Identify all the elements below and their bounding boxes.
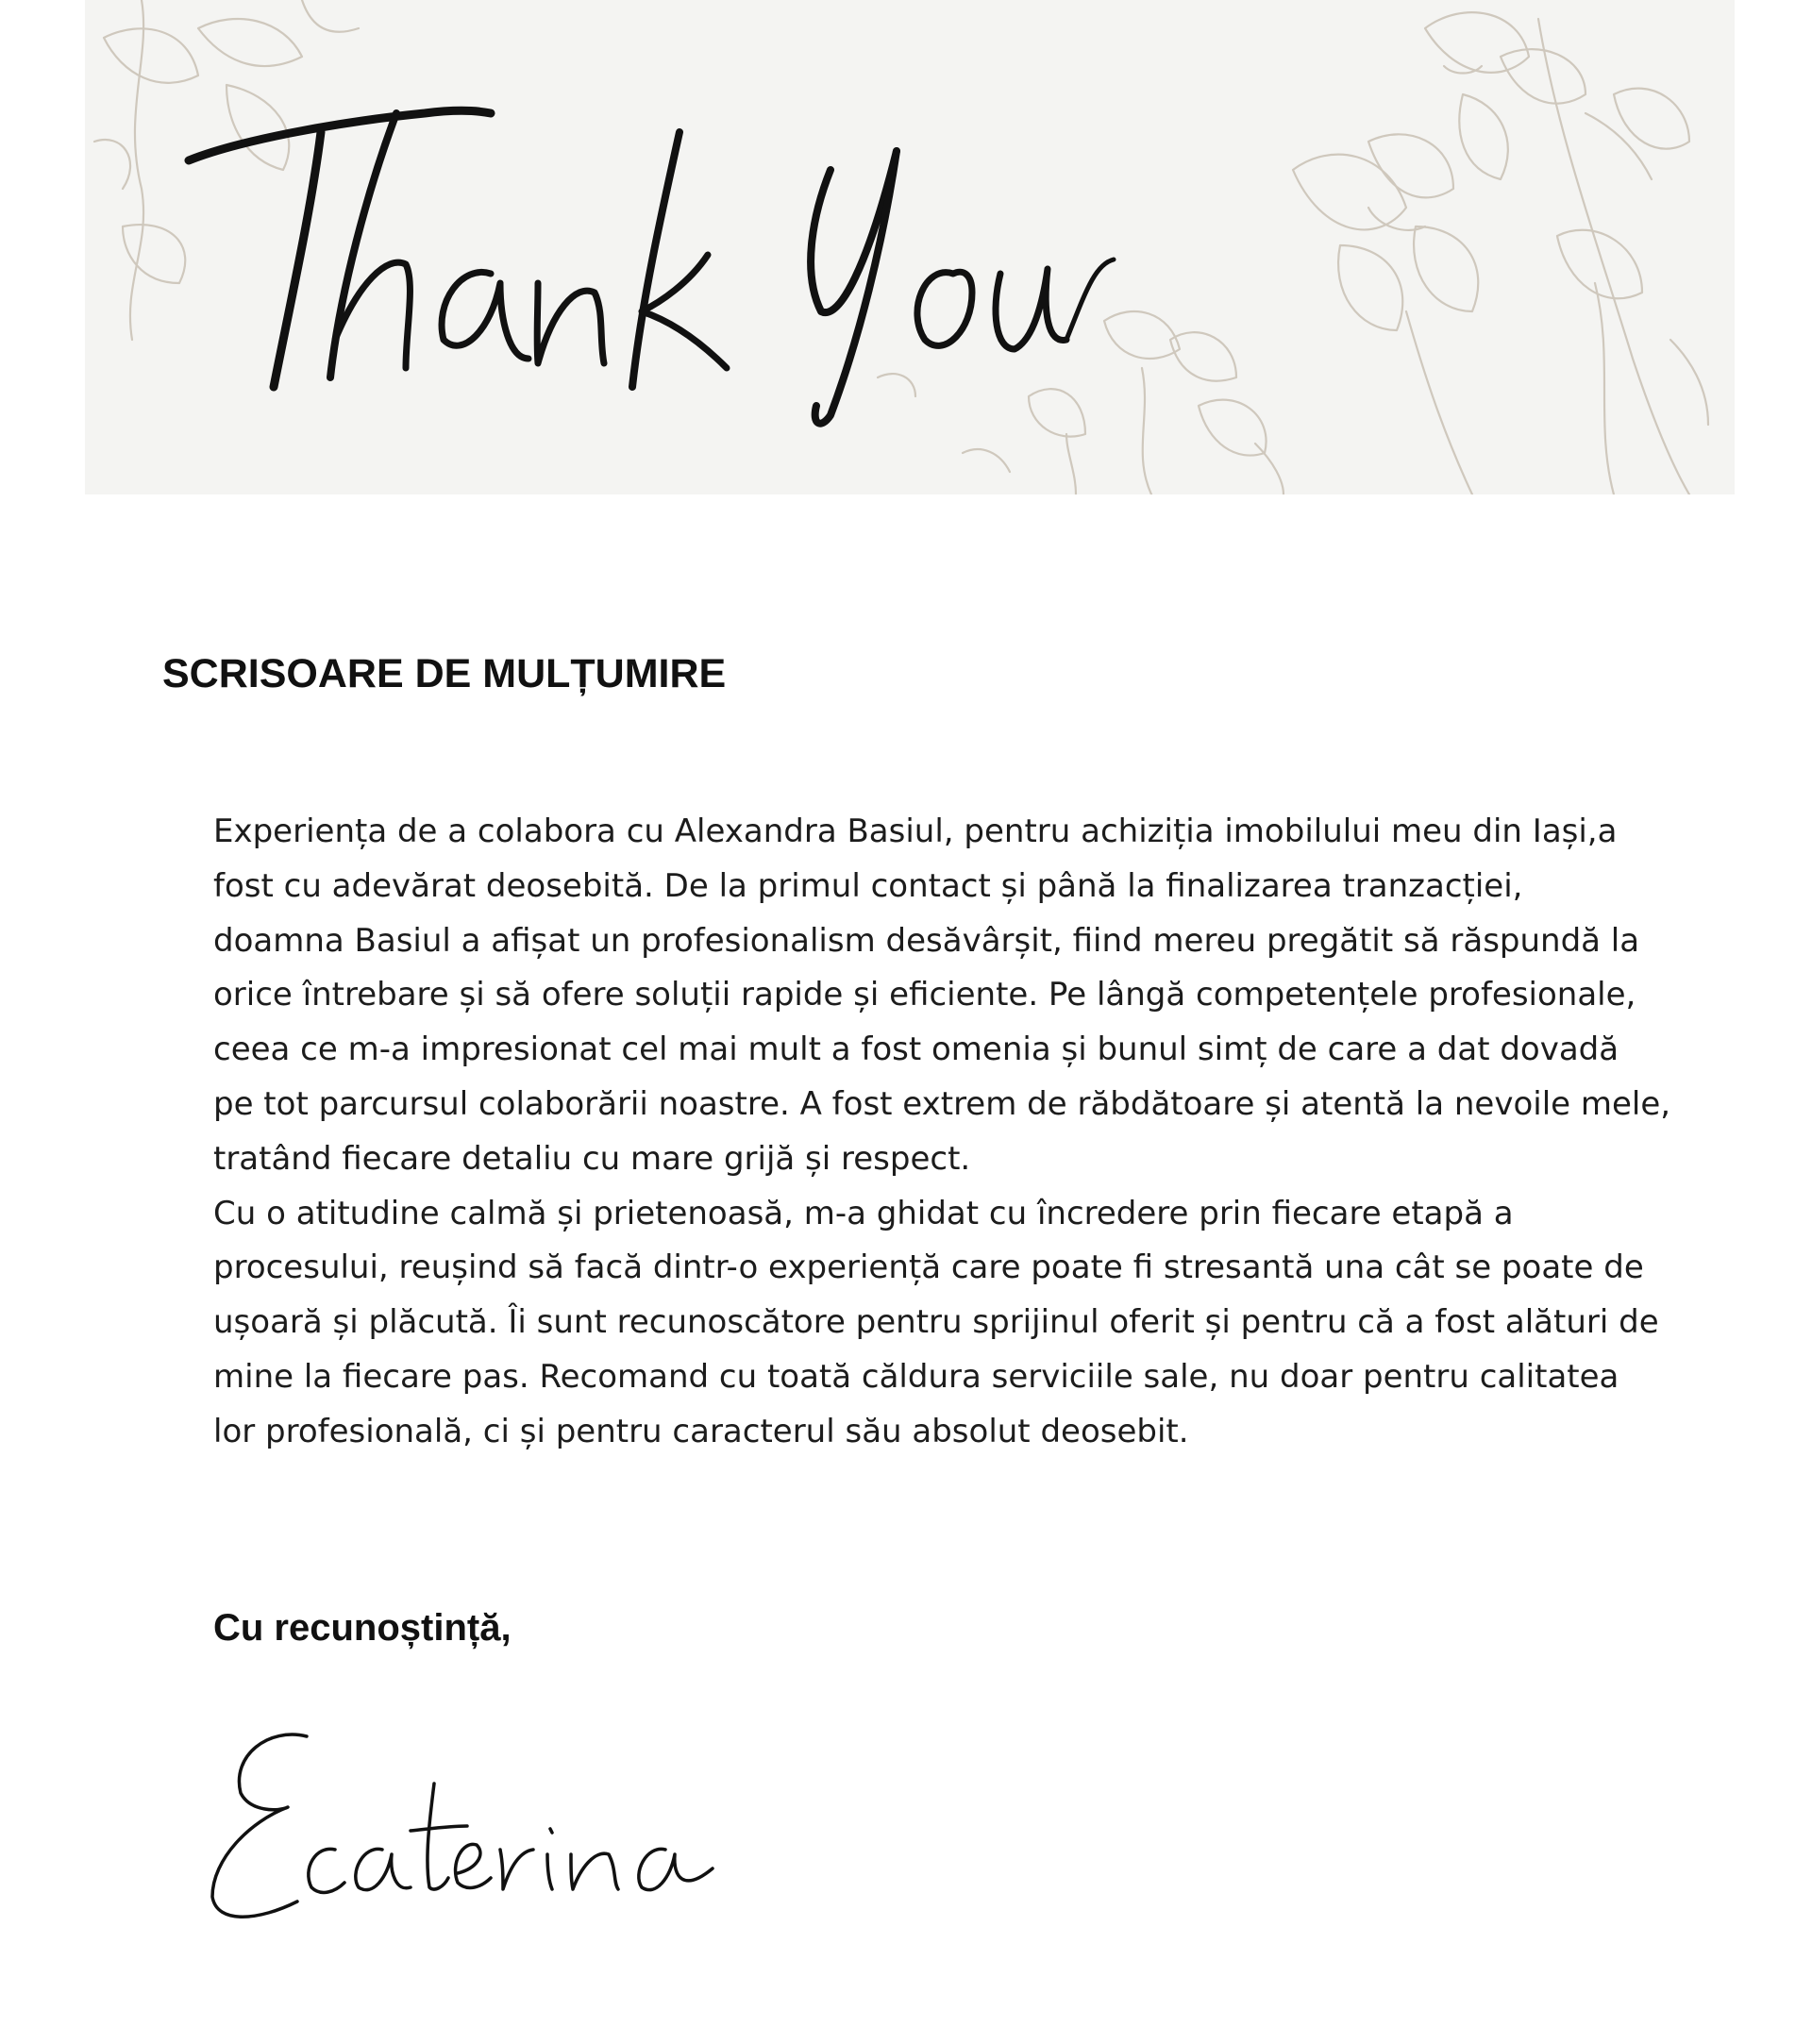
- letter-paragraph: Cu o atitudine calmă și prietenoasă, m-a ghidat cu încredere prin fiecare etapă a procesului, reușind să facă dintr-o experiență care poate fi stresantă una cât se poate de ușoară și plăcută. Îi sunt recunoscătore pentru sprijinul oferit și pentru că a fost alături de mine la fiecare pas. Recomand cu toată căldura serviciile sale, nu doar pentru calitatea lor profesională, ci și pentru caracterul său absolut deosebit.: [213, 1194, 1659, 1450]
- letter-closing: Cu recunoștință,: [213, 1607, 512, 1649]
- thank-you-script-title: [179, 57, 1123, 434]
- letter-body: [213, 805, 1752, 1460]
- letter-paragraph: Experiența de a colabora cu Alexandra Basiul, pentru achiziția imobilului meu din Iași,a fost cu adevărat deosebită. De la primul contact și până la finalizarea tranzacției, doamna Basiul a afișat un profesionalism desăvârșit, fiind mereu pregătit să răspundă la orice întrebare și să ofere soluții rapide și eficiente. Pe lângă competențele profesionale, ceea ce m-a impresionat cel mai mult a fost omenia și bunul simț de care a dat dovadă pe tot parcursul colaborării noastre. A fost extrem de răbdătoare și atentă la nevoile mele, tratând fiecare detaliu cu mare grijă și respect.: [213, 813, 1671, 1178]
- signature-ecaterina: [203, 1717, 731, 1935]
- header-banner: [85, 0, 1735, 494]
- letter-title: SCRISOARE DE MULȚUMIRE: [162, 651, 727, 696]
